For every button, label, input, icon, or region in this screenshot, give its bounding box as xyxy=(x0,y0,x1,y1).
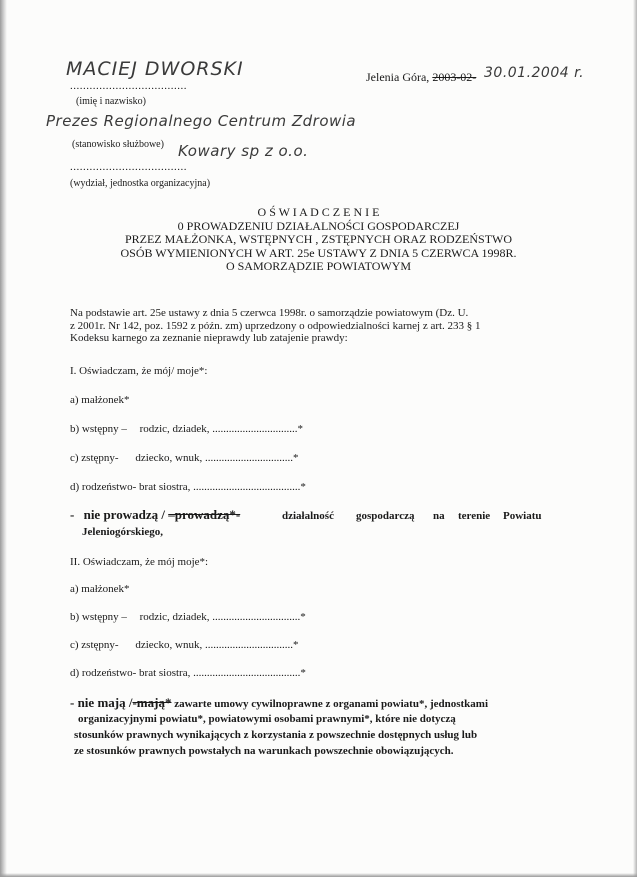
section-2-statement-line-1 xyxy=(70,695,488,711)
title-line-3: PRZEZ MAŁŻONKA, WSTĘPNYCH , ZSTĘPNYCH ORAZ RODZEŃSTWO xyxy=(124,232,513,246)
section-2-statement-line-4: ze stosunków prawnych powstałych na warunkach powszechnie obowiązujących. xyxy=(74,745,454,757)
section-2-statement-a: - nie mają / xyxy=(70,695,133,710)
handwritten-date: 30.01.2004 r. xyxy=(484,65,585,81)
name-dotted-line: .................................... xyxy=(70,80,187,92)
section-1-statement-line-2: Jeleniogórskiego, xyxy=(82,526,163,538)
section-1-item-d: d) rodzeństwo- brat siostra, .......................................* xyxy=(70,481,306,493)
handwritten-name: MACIEJ DWORSKI xyxy=(66,58,244,80)
section-2-item-b xyxy=(70,611,306,623)
section-2-statement-line-2: organizacyjnymi powiatu*, powiatowymi osobami prawnymi*, które nie dotyczą xyxy=(78,713,456,725)
section-1-item-c-text: dziecko, wnuk, ................................* xyxy=(135,452,299,464)
section-1-dash: - xyxy=(70,507,75,522)
section-2-item-c xyxy=(70,639,298,651)
printed-date-struck: 2003-02- xyxy=(432,70,477,84)
document-title xyxy=(0,206,637,274)
section-1-item-b-text: rodzic, dziadek, ...............................* xyxy=(139,423,304,435)
name-label: (imię i nazwisko) xyxy=(76,96,146,107)
section-1-statement-w3: na xyxy=(433,510,445,522)
section-1-item-c xyxy=(70,452,298,464)
department-dotted-line: .................................... xyxy=(70,161,187,173)
section-1-statement-struck: –prowadzą*- xyxy=(168,507,241,522)
section-1-item-b-label: b) wstępny – xyxy=(70,423,127,435)
section-1-statement-a: nie prowadzą / xyxy=(83,507,165,522)
handwritten-position: Prezes Regionalnego Centrum Zdrowia xyxy=(46,112,357,130)
section-1-statement-start xyxy=(70,507,240,523)
section-2-item-c-label: c) zstępny- xyxy=(70,639,119,651)
section-1-item-b xyxy=(70,423,303,435)
section-1-statement-w4: terenie xyxy=(458,510,491,522)
section-1-heading: I. Oświadczam, że mój/ moje*: xyxy=(70,365,208,377)
section-1-item-a: a) małżonek* xyxy=(70,394,130,406)
section-2-statement-b: zawarte umowy cywilnoprawne z organami powiatu*, jednostkami xyxy=(171,698,489,710)
section-2-item-c-text: dziecko, wnuk, ................................* xyxy=(135,639,299,651)
title-line-4: OSÓB WYMIENIONYCH W ART. 25e USTAWY Z DNIA 5 CZERWCA 1998R. xyxy=(120,245,517,260)
handwritten-position-2: Kowary sp z o.o. xyxy=(178,142,309,160)
section-2-item-b-text: rodzic, dziadek, ................................* xyxy=(139,611,306,623)
title-line-5: O SAMORZĄDZIE POWIATOWYM xyxy=(225,259,412,273)
section-1-statement-w2: gospodarczą xyxy=(356,510,415,522)
scan-edge-right xyxy=(633,0,637,877)
title-line-2: 0 PROWADZENIU DZIAŁALNOŚCI GOSPODARCZEJ xyxy=(177,218,460,233)
section-2-heading: II. Oświadczam, że mój moje*: xyxy=(70,556,209,568)
date-line xyxy=(366,70,476,85)
section-1-statement-w1: działalność xyxy=(282,510,334,522)
section-2-item-d: d) rodzeństwo- brat siostra, .......................................* xyxy=(70,667,306,679)
place-name: Jelenia Góra, xyxy=(366,70,430,84)
intro-line-2: z 2001r. Nr 142, poz. 1592 z późn. zm) uprzedzony o odpowiedzialności karnej z art. 233 § 1 xyxy=(70,319,481,332)
intro-line-3: Kodeksu karnego za zeznanie nieprawdy lub zatajenie prawdy: xyxy=(70,332,348,344)
position-label: (stanowisko służbowe) xyxy=(72,139,164,150)
title-line-1: O Ś W I A D C Z E N I E xyxy=(257,205,380,219)
section-2-item-a: a) małżonek* xyxy=(70,583,130,595)
scan-edge-bottom xyxy=(0,873,637,877)
section-2-statement-line-3: stosunków prawnych wynikających z korzystania z powszechnie dostępnych usług lub xyxy=(74,729,478,741)
section-2-item-b-label: b) wstępny – xyxy=(70,611,127,623)
section-2-statement-struck: -mają* xyxy=(132,695,172,710)
department-label: (wydział, jednostka organizacyjna) xyxy=(70,178,211,189)
section-1-statement-w5: Powiatu xyxy=(503,510,542,522)
section-1-item-c-label: c) zstępny- xyxy=(70,452,119,464)
intro-paragraph xyxy=(70,307,481,345)
intro-line-1: Na podstawie art. 25e ustawy z dnia 5 czerwca 1998r. o samorządzie powiatowym (Dz. U. xyxy=(70,307,469,319)
scan-edge-left xyxy=(0,0,7,877)
